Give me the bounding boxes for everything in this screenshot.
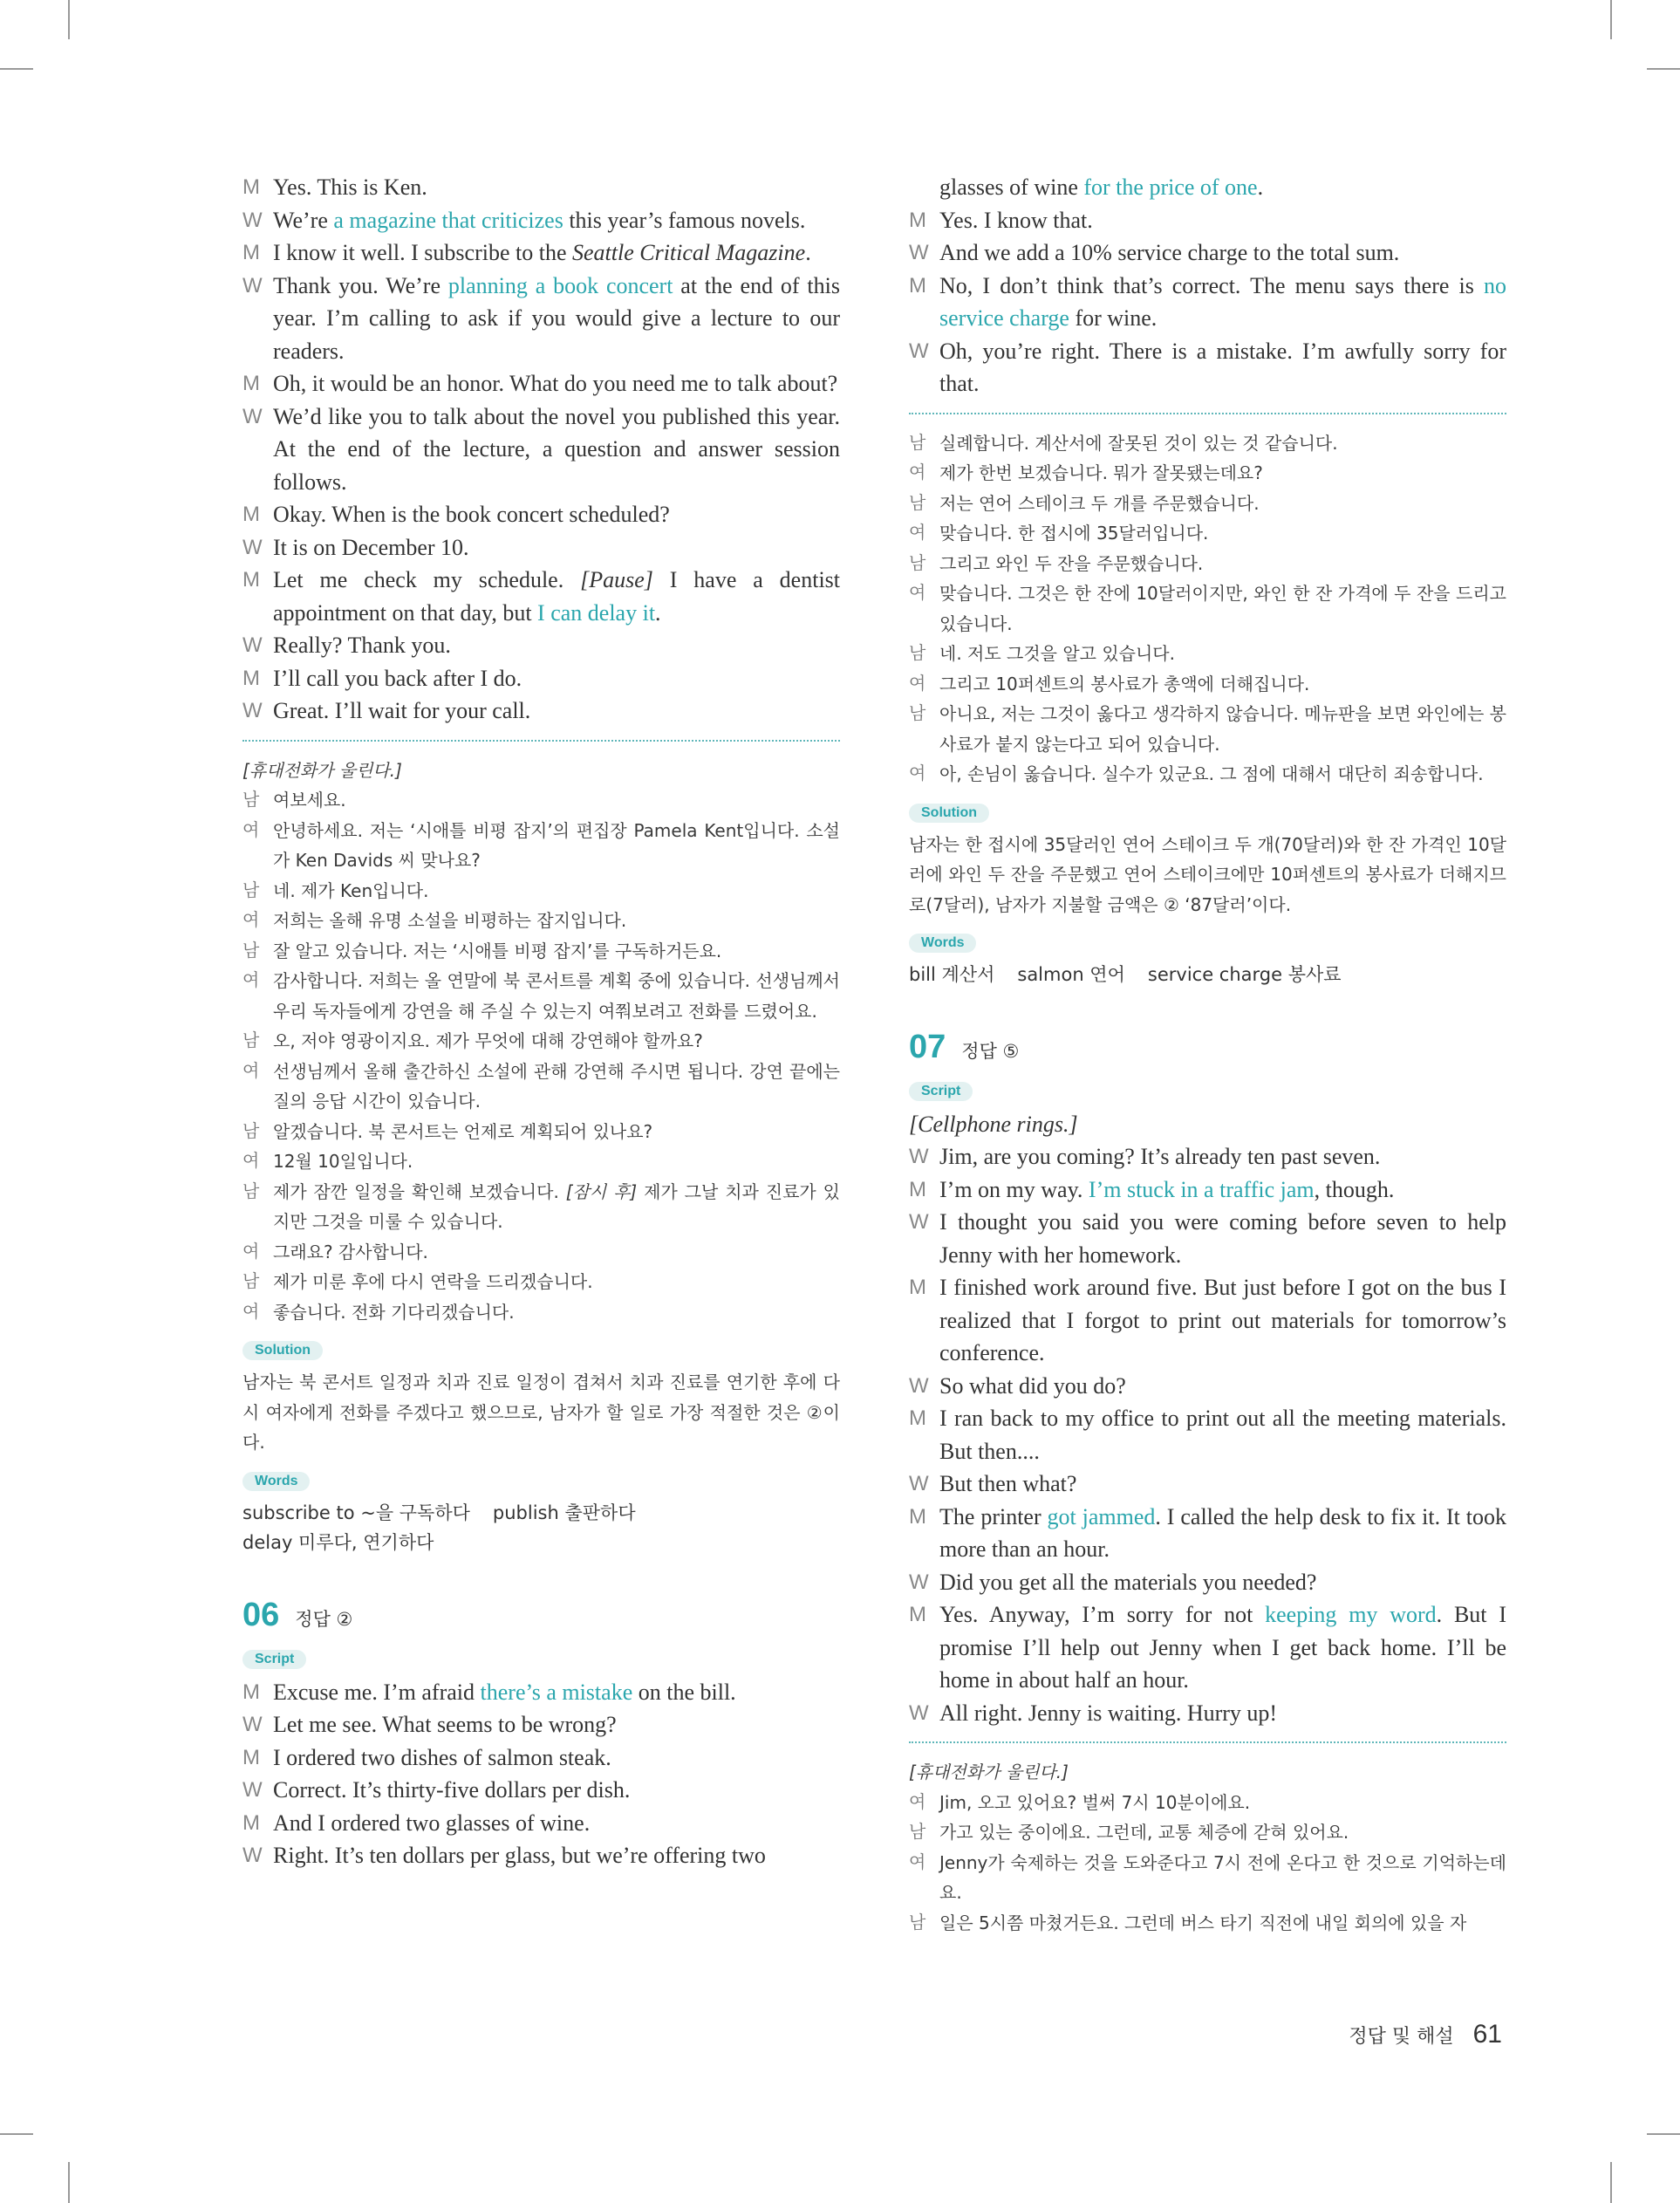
- speaker-label: M: [242, 372, 260, 395]
- speaker-label: 여: [909, 463, 926, 482]
- highlighted-phrase: planning a book concert: [447, 272, 673, 298]
- translation-line: [909, 759, 1506, 790]
- vocabulary-row: [909, 960, 1506, 990]
- text-run: Jim, 오고 있어요? 벌써 7시 10분이에요.: [939, 1791, 1251, 1813]
- text-run: 알겠습니다. 북 콘서트는 언제로 계획되어 있나요?: [273, 1120, 653, 1142]
- script-line: [242, 1741, 840, 1775]
- speaker-label: M: [909, 1504, 926, 1529]
- answer-key: 정답 ⑤: [961, 1040, 1020, 1062]
- text-run: Right. It’s ten dollars per glass, but we’re offering two: [273, 1843, 766, 1868]
- speaker-label: W: [909, 1700, 929, 1725]
- speaker-label: W: [242, 1844, 263, 1867]
- script-line: [909, 1468, 1506, 1501]
- text-run: Okay. When is the book concert scheduled?: [273, 502, 670, 527]
- translation-line: [909, 639, 1506, 669]
- text-run: And I ordered two glasses of wine.: [273, 1810, 591, 1836]
- dotted-divider: [242, 740, 840, 742]
- speaker-label: W: [909, 1145, 929, 1168]
- script-line: [242, 171, 840, 204]
- translation-line: [242, 876, 840, 907]
- text-run: 감사합니다. 저희는 올 연말에 북 콘서트를 계획 중에 있습니다. 선생님께서 우리 독자들에게 강연을 해 주실 수 있는지 여쭤보려고 전화를 드렸어요.: [273, 970, 840, 1022]
- script-line: [242, 367, 840, 400]
- speaker-label: W: [242, 633, 263, 657]
- speaker-label: M: [242, 1745, 260, 1769]
- translation-line: [242, 1057, 840, 1117]
- speaker-label: 남: [242, 790, 260, 810]
- text-run: 실례합니다. 계산서에 잘못된 것이 있는 것 같습니다.: [939, 432, 1338, 454]
- script-line: [242, 1807, 840, 1840]
- text-run: 오, 저야 영광이지요. 제가 무엇에 대해 강연해야 할까요?: [273, 1030, 703, 1051]
- text-run: All right. Jenny is waiting. Hurry up!: [939, 1700, 1278, 1726]
- speaker-label: 여: [242, 820, 260, 840]
- speaker-label: M: [909, 1177, 926, 1201]
- speaker-label: W: [242, 208, 263, 232]
- speaker-label: M: [909, 1603, 926, 1626]
- speaker-label: 여: [909, 674, 926, 694]
- speaker-label: 남: [242, 1031, 260, 1050]
- solution-text: 남자는 북 콘서트 일정과 치과 진료 일정이 겹쳐서 치과 진료를 연기한 후에 다시 여자에게 전화를 주겠다고 했으므로, 남자가 할 일로 가장 적절한 것은 ②이다.: [242, 1372, 840, 1453]
- translation-line: [909, 1817, 1506, 1848]
- speaker-label: 여: [242, 1152, 260, 1171]
- text-run: 제가 한번 보겠습니다. 뭐가 잘못됐는데요?: [939, 462, 1263, 483]
- script-line: [242, 1774, 840, 1807]
- translation-line: [242, 1297, 840, 1328]
- text-run: 맞습니다. 그것은 한 잔에 10달러이지만, 와인 한 잔 가격에 두 잔을 드리고 있습니다.: [939, 583, 1506, 634]
- section-label-words: Words: [909, 934, 976, 953]
- speaker-label: W: [909, 1210, 929, 1234]
- crop-mark: [1647, 68, 1680, 70]
- script-line: [909, 1598, 1506, 1697]
- speaker-label: W: [909, 1472, 929, 1495]
- translation-line: [242, 1177, 840, 1237]
- vocabulary-row: [242, 1498, 840, 1529]
- answer-key: 정답 ②: [295, 1608, 353, 1630]
- stage-direction: [휴대전화가 울린다.]: [909, 1762, 1069, 1782]
- text-run: . But I promise I’ll help out Jenny when I get back home. I’ll be home in about half an hour.: [939, 1602, 1506, 1693]
- text-run: 맞습니다. 한 접시에 35달러입니다.: [939, 523, 1209, 544]
- text-run: 아, 손님이 옳습니다. 실수가 있군요. 그 점에 대해서 대단히 죄송합니다.: [939, 763, 1484, 784]
- section-label-solution: Solution: [242, 1341, 323, 1360]
- translation-line: [242, 1237, 840, 1268]
- speaker-label: 여: [242, 911, 260, 930]
- speaker-label: M: [242, 1680, 260, 1704]
- speaker-label: W: [242, 1778, 263, 1802]
- translation-line: [909, 518, 1506, 549]
- speaker-label: M: [909, 1406, 926, 1430]
- speaker-label: 여: [909, 1792, 926, 1812]
- script-line: [242, 204, 840, 237]
- text-run: 네. 저도 그것을 알고 있습니다.: [939, 643, 1175, 664]
- text-run: Seattle Critical Magazine: [572, 240, 806, 265]
- dotted-divider: [909, 413, 1506, 414]
- script-line: [909, 171, 1506, 204]
- text-run: It is on December 10.: [273, 534, 469, 560]
- text-run: , though.: [1314, 1176, 1395, 1202]
- text-run: 제가 미룬 후에 다시 연락을 드리겠습니다.: [273, 1271, 593, 1292]
- section-label-words: Words: [242, 1472, 310, 1491]
- text-run: 그리고 와인 두 잔을 주문했습니다.: [939, 552, 1204, 574]
- question-number: 06: [242, 1596, 280, 1633]
- speaker-label: 여: [242, 1302, 260, 1322]
- speaker-label: 남: [909, 644, 926, 663]
- stage-direction: [Cellphone rings.]: [909, 1111, 1078, 1137]
- vocabulary-item: delay 미루다, 연기하다: [242, 1532, 434, 1553]
- speaker-label: M: [242, 503, 260, 526]
- text-run: Thank you. We’re: [273, 272, 448, 298]
- text-run: I’m on my way.: [939, 1176, 1089, 1202]
- translation-line: [909, 489, 1506, 519]
- text-run: The printer: [939, 1503, 1048, 1529]
- script-line: [242, 531, 840, 564]
- script-line: [909, 1370, 1506, 1403]
- question-header: [909, 1029, 1506, 1066]
- text-run: at the end of this year. I’m calling to ask if you would give a lecture to our readers.: [273, 272, 840, 364]
- highlighted-phrase: there’s a mistake: [480, 1679, 633, 1705]
- text-run: 그리고 10퍼센트의 봉사료가 총액에 더해집니다.: [939, 673, 1310, 694]
- script-line: [909, 1271, 1506, 1370]
- translation-line: [242, 906, 840, 936]
- speaker-label: 여: [909, 764, 926, 783]
- highlighted-phrase: got jammed: [1047, 1503, 1156, 1529]
- script-line: [909, 1501, 1506, 1566]
- vocabulary-item: bill 계산서: [909, 964, 995, 985]
- translation-line: [909, 458, 1506, 489]
- speaker-label: W: [242, 404, 263, 428]
- section-label-row: [242, 1458, 840, 1498]
- speaker-label: 남: [909, 1823, 926, 1842]
- speaker-label: 여: [242, 971, 260, 990]
- translation-line: [242, 1117, 840, 1147]
- speaker-label: M: [242, 568, 260, 592]
- speaker-label: M: [242, 241, 260, 264]
- script-line: [909, 1206, 1506, 1271]
- speaker-label: W: [909, 339, 929, 363]
- text-run: 12월 10일입니다.: [273, 1151, 413, 1172]
- text-run: 잘 알고 있습니다. 저는 ‘시애틀 비평 잡지’를 구독하거든요.: [273, 940, 722, 961]
- crop-mark: [1610, 2162, 1612, 2203]
- translation-line: [242, 816, 840, 876]
- speaker-label: 남: [242, 941, 260, 961]
- translation-line: [909, 1908, 1506, 1939]
- text-run: I ordered two dishes of salmon steak.: [273, 1744, 611, 1770]
- script-line: [242, 694, 840, 728]
- translation-line: [909, 699, 1506, 759]
- text-run: 저는 연어 스테이크 두 개를 주문했습니다.: [939, 492, 1260, 514]
- speaker-label: W: [909, 1570, 929, 1594]
- speaker-label: 남: [909, 493, 926, 513]
- script-line: [242, 1708, 840, 1741]
- text-run: 일은 5시쯤 마쳤거든요. 그런데 버스 타기 직전에 내일 회의에 있을 자: [939, 1912, 1467, 1933]
- highlighted-phrase: keeping my word: [1265, 1602, 1437, 1627]
- speaker-label: M: [242, 1810, 260, 1835]
- speaker-label: W: [242, 1713, 263, 1736]
- speaker-label: 남: [242, 1181, 260, 1201]
- text-run: I finished work around five. But just before I got on the bus I realized that I forgot to print out materials for tomorrow’s conference.: [939, 1275, 1506, 1365]
- question-number: 07: [909, 1028, 946, 1065]
- text-run: 아니요, 저는 그것이 옳다고 생각하지 않습니다. 메뉴판을 보면 와인에는 봉사료가 붙지 않는다고 되어 있습니다.: [939, 703, 1506, 755]
- text-run: We’re: [273, 207, 334, 233]
- script-line: [242, 564, 840, 629]
- highlighted-phrase: for the price of one: [1083, 174, 1258, 200]
- speaker-label: W: [242, 273, 263, 298]
- section-label-script: Script: [242, 1650, 306, 1669]
- text-run: Yes. This is Ken.: [273, 174, 427, 200]
- question-header: [242, 1597, 840, 1634]
- crop-mark: [68, 2162, 70, 2203]
- speaker-label: M: [909, 208, 926, 232]
- speaker-label: 여: [242, 1242, 260, 1262]
- text-run: And we add a 10% service charge to the total sum.: [939, 240, 1400, 265]
- translation-line: [242, 1146, 840, 1177]
- script-line: [242, 400, 840, 499]
- text-run: Jenny가 숙제하는 것을 도와준다고 7시 전에 온다고 한 것으로 기억하는데요.: [939, 1851, 1506, 1903]
- translation-line: [242, 1267, 840, 1297]
- text-run: I ran back to my office to print out all the meeting materials. But then....: [939, 1406, 1506, 1464]
- script-line: [909, 204, 1506, 237]
- text-run: 제가 잠깐 일정을 확인해 보겠습니다.: [273, 1180, 566, 1202]
- text-run: 그래요? 감사합니다.: [273, 1241, 428, 1262]
- speaker-label: W: [909, 1373, 929, 1398]
- text-run: . I called the help desk to fix it. It took more than an hour.: [939, 1503, 1506, 1562]
- script-line: [242, 270, 840, 368]
- vocabulary-list: [909, 960, 1506, 990]
- section-label-row: [242, 1327, 840, 1367]
- vocabulary-item: publish 출판하다: [492, 1502, 636, 1523]
- script-line: [909, 335, 1506, 400]
- text-run: [잠시 후]: [565, 1180, 638, 1202]
- translation-line: [909, 578, 1506, 639]
- text-run: .: [1257, 174, 1264, 200]
- translation-line: [242, 966, 840, 1026]
- text-run: [Pause]: [580, 567, 653, 592]
- speaker-label: 여: [909, 584, 926, 603]
- speaker-label: 여: [909, 523, 926, 543]
- dotted-divider: [909, 1741, 1506, 1743]
- section-label-row: [909, 920, 1506, 960]
- text-run: 저희는 올해 유명 소설을 비평하는 잡지입니다.: [273, 910, 627, 931]
- text-run: 여보세요.: [273, 790, 346, 811]
- highlighted-phrase: a magazine that criticizes: [333, 207, 563, 233]
- text-run: Excuse me. I’m afraid: [273, 1679, 481, 1705]
- vocabulary-item: service charge 봉사료: [1147, 964, 1342, 985]
- speaker-label: 남: [909, 704, 926, 723]
- text-run: Yes. Anyway, I’m sorry for not: [939, 1602, 1266, 1627]
- text-run: 안녕하세요. 저는 ‘시애틀 비평 잡지’의 편집장 Pamela Kent입니다. 소설가 Ken Davids 씨 맞나요?: [273, 819, 840, 871]
- vocabulary-item: subscribe to ~을 구독하다: [242, 1502, 470, 1523]
- text-run: glasses of wine: [939, 174, 1084, 200]
- speaker-label: 남: [909, 433, 926, 453]
- text-run: No, I don’t think that’s correct. The menu says there is: [939, 272, 1484, 298]
- text-run: I have a dentist appointment on that day, but: [273, 567, 841, 626]
- script-line: [242, 1839, 840, 1872]
- text-run: Jim, are you coming? It’s already ten past seven.: [939, 1144, 1381, 1169]
- text-run: Oh, you’re right. There is a mistake. I’m awfully sorry for that.: [939, 338, 1506, 396]
- crop-mark: [0, 68, 33, 70]
- text-run: But then what?: [939, 1471, 1077, 1496]
- text-run: So what did you do?: [939, 1372, 1126, 1399]
- script-line: [909, 1140, 1506, 1173]
- vocabulary-row: [242, 1528, 840, 1558]
- script-line: [242, 662, 840, 695]
- translation-line: [909, 428, 1506, 459]
- vocabulary-list: [242, 1498, 840, 1558]
- right-column: [909, 171, 1506, 1938]
- script-line: [909, 236, 1506, 270]
- highlighted-phrase: I’m stuck in a traffic jam: [1088, 1176, 1315, 1202]
- text-run: 선생님께서 올해 출간하신 소설에 관해 강연해 주시면 됩니다. 강연 끝에는 질의 응답 시간이 있습니다.: [273, 1060, 840, 1112]
- text-run: 네. 제가 Ken입니다.: [273, 879, 429, 901]
- text-run: Did you get all the materials you needed?: [939, 1569, 1317, 1595]
- speaker-label: M: [242, 666, 260, 690]
- speaker-label: M: [242, 175, 260, 199]
- script-line: [909, 270, 1506, 335]
- script-line: [242, 629, 840, 662]
- page-number: 61: [1472, 2020, 1502, 2049]
- section-label-row: [909, 1068, 1506, 1108]
- translation-line: [909, 1788, 1506, 1818]
- vocabulary-item: salmon 연어: [1017, 964, 1125, 985]
- speaker-label: 여: [242, 1061, 260, 1081]
- text-run: Let me see. What seems to be wrong?: [273, 1712, 617, 1737]
- script-line: [909, 1697, 1506, 1730]
- script-line: [242, 236, 840, 270]
- speaker-label: 여: [909, 1852, 926, 1872]
- crop-mark: [1610, 0, 1612, 39]
- translation-line: [909, 549, 1506, 579]
- text-run: Really? Thank you.: [273, 633, 451, 658]
- speaker-label: 남: [242, 1272, 260, 1291]
- text-run: for wine.: [1069, 305, 1158, 331]
- section-label-row: [909, 790, 1506, 830]
- script-line: [242, 1676, 840, 1709]
- text-run: on the bill.: [632, 1679, 736, 1705]
- text-run: .: [805, 240, 811, 265]
- speaker-label: 남: [909, 1912, 926, 1933]
- highlighted-phrase: no service charge: [939, 272, 1506, 331]
- text-run: Let me check my schedule.: [273, 567, 581, 592]
- section-label-solution: Solution: [909, 804, 989, 823]
- text-run: Great. I’ll wait for your call.: [273, 698, 531, 723]
- speaker-label: W: [242, 535, 263, 559]
- script-line: [909, 1566, 1506, 1599]
- script-line: [909, 1173, 1506, 1207]
- crop-mark: [68, 0, 70, 39]
- script-line: [242, 498, 840, 531]
- crop-mark: [1647, 2133, 1680, 2135]
- stage-direction: [휴대전화가 울린다.]: [242, 759, 402, 781]
- text-run: 가고 있는 중이에요. 그런데, 교통 체증에 갇혀 있어요.: [939, 1822, 1349, 1843]
- section-label-row: [242, 1636, 840, 1676]
- text-run: I’ll call you back after I do.: [273, 665, 522, 691]
- text-run: I know it well. I subscribe to the: [273, 240, 572, 265]
- text-run: I thought you said you were coming before seven to help Jenny with her homework.: [939, 1209, 1506, 1268]
- translation-line: [242, 1026, 840, 1057]
- highlighted-phrase: I can delay it: [537, 599, 656, 626]
- text-run: .: [655, 599, 661, 626]
- speaker-label: W: [242, 699, 263, 722]
- text-run: Yes. I know that.: [939, 207, 1093, 233]
- crop-mark: [0, 2133, 33, 2135]
- translation-line: [909, 669, 1506, 700]
- text-run: Correct. It’s thirty-five dollars per dish.: [273, 1777, 631, 1803]
- text-run: 좋습니다. 전화 기다리겠습니다.: [273, 1301, 515, 1323]
- speaker-label: W: [909, 241, 929, 264]
- speaker-label: 남: [242, 1121, 260, 1141]
- section-label-script: Script: [909, 1082, 973, 1101]
- solution-text: 남자는 한 접시에 35달러인 연어 스테이크 두 개(70달러)와 한 잔 가격인 10달러에 와인 두 잔을 주문했고 연어 스테이크에만 10퍼센트의 봉사료가 더해지므로(7달러), 남자가 지불할 금액은 ② ‘87달러’이다.: [909, 833, 1506, 915]
- speaker-label: 남: [242, 880, 260, 900]
- translation-line: [242, 785, 840, 816]
- footer-section-title: 정답 및 해설: [1349, 2026, 1454, 2048]
- speaker-label: 남: [909, 553, 926, 573]
- speaker-label: M: [909, 273, 926, 298]
- script-line: [909, 1402, 1506, 1468]
- translation-line: [242, 936, 840, 967]
- speaker-label: M: [909, 1276, 926, 1299]
- text-run: We’d like you to talk about the novel you published this year. At the end of the lecture, a question and answer session follows.: [273, 403, 840, 495]
- left-column: [242, 171, 840, 1872]
- text-run: this year’s famous novels.: [563, 207, 806, 233]
- page-footer: [1349, 2020, 1502, 2049]
- translation-line: [909, 1848, 1506, 1908]
- text-run: 제가 그날 치과 진료가 있지만 그것을 미룰 수 있습니다.: [273, 1180, 840, 1232]
- text-run: Oh, it would be an honor. What do you need me to talk about?: [273, 371, 838, 396]
